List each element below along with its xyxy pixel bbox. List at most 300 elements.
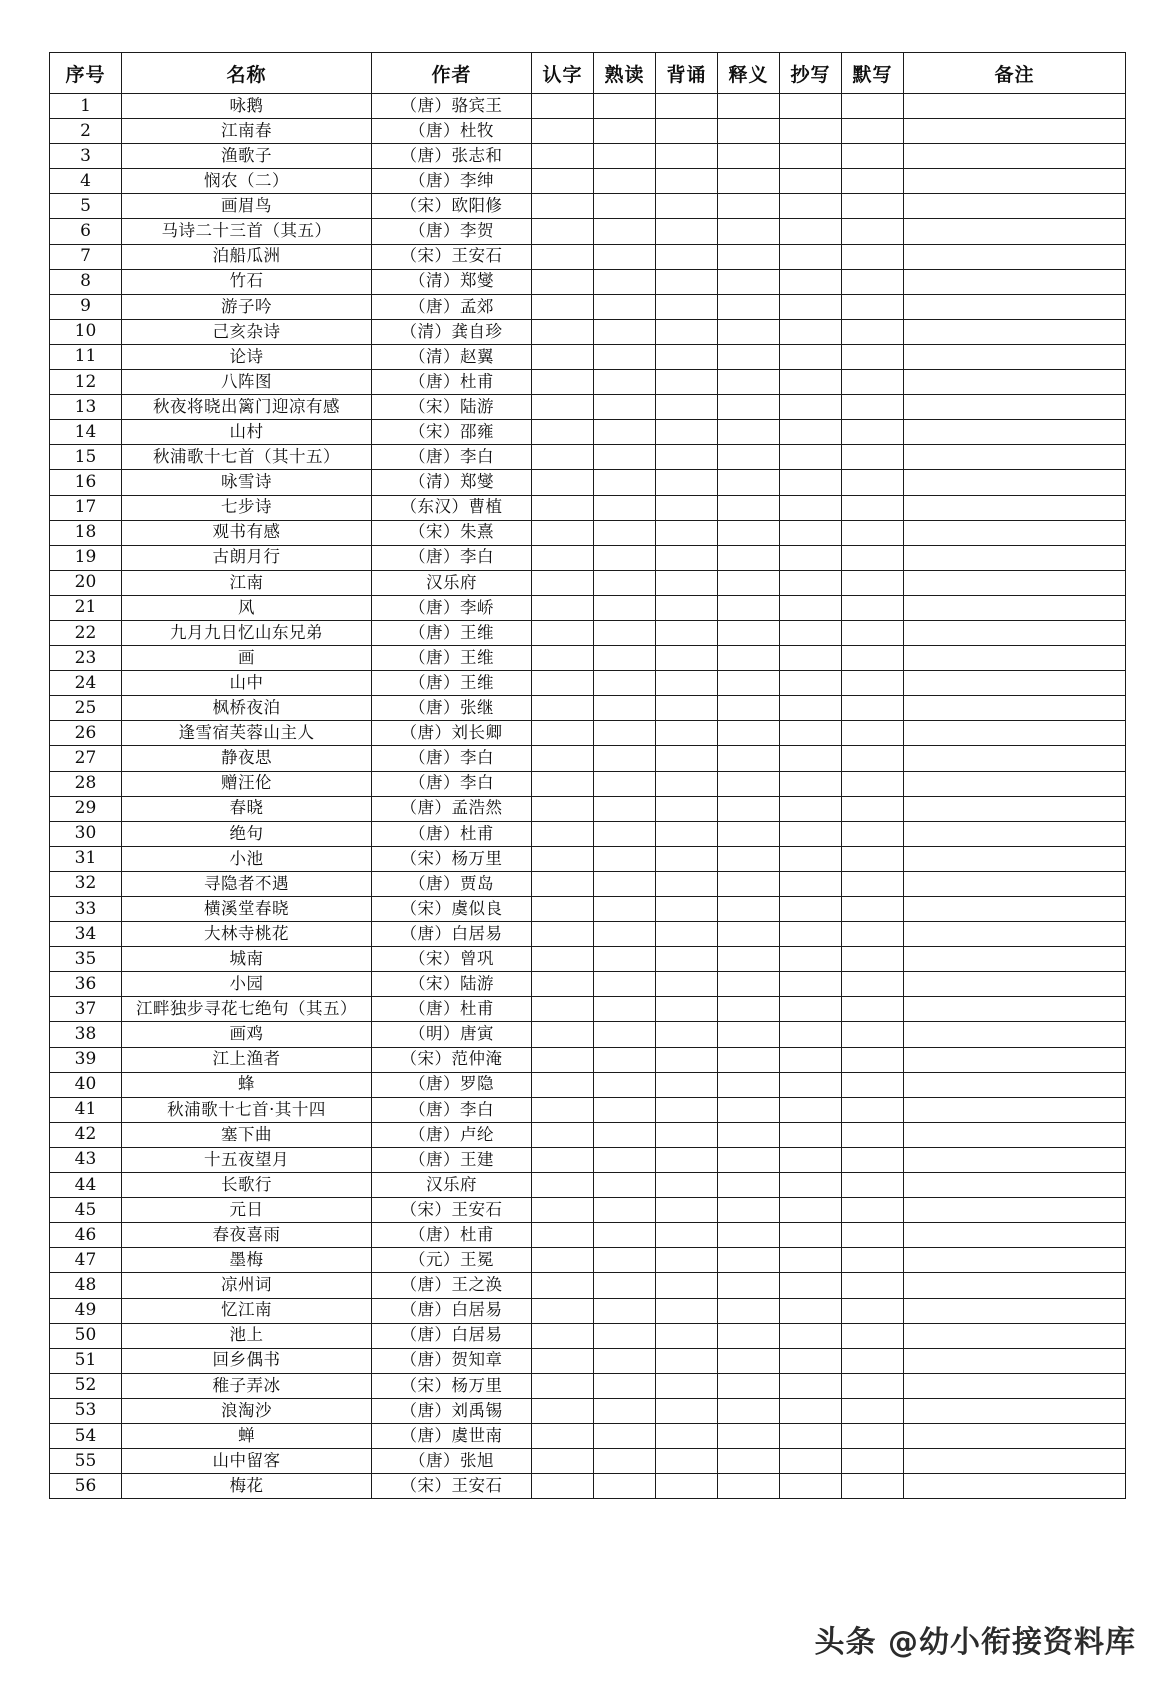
- cell-checkbox[interactable]: [718, 972, 780, 997]
- cell-checkbox[interactable]: [594, 1348, 656, 1373]
- cell-remarks[interactable]: [904, 344, 1126, 369]
- cell-checkbox[interactable]: [842, 1072, 904, 1097]
- cell-remarks[interactable]: [904, 570, 1126, 595]
- cell-checkbox[interactable]: [718, 169, 780, 194]
- cell-checkbox[interactable]: [780, 1373, 842, 1398]
- cell-checkbox[interactable]: [842, 194, 904, 219]
- cell-checkbox[interactable]: [718, 194, 780, 219]
- cell-checkbox[interactable]: [532, 671, 594, 696]
- cell-checkbox[interactable]: [532, 1047, 594, 1072]
- cell-checkbox[interactable]: [780, 846, 842, 871]
- cell-checkbox[interactable]: [780, 344, 842, 369]
- cell-checkbox[interactable]: [532, 495, 594, 520]
- cell-checkbox[interactable]: [594, 1373, 656, 1398]
- cell-checkbox[interactable]: [718, 1348, 780, 1373]
- cell-checkbox[interactable]: [780, 370, 842, 395]
- cell-checkbox[interactable]: [780, 671, 842, 696]
- cell-checkbox[interactable]: [842, 947, 904, 972]
- cell-checkbox[interactable]: [718, 721, 780, 746]
- cell-remarks[interactable]: [904, 646, 1126, 671]
- cell-checkbox[interactable]: [842, 495, 904, 520]
- cell-checkbox[interactable]: [594, 420, 656, 445]
- cell-checkbox[interactable]: [532, 470, 594, 495]
- cell-checkbox[interactable]: [718, 1323, 780, 1348]
- cell-checkbox[interactable]: [594, 721, 656, 746]
- cell-checkbox[interactable]: [656, 420, 718, 445]
- cell-remarks[interactable]: [904, 1298, 1126, 1323]
- cell-checkbox[interactable]: [594, 1323, 656, 1348]
- cell-remarks[interactable]: [904, 319, 1126, 344]
- cell-checkbox[interactable]: [718, 1097, 780, 1122]
- cell-checkbox[interactable]: [718, 395, 780, 420]
- cell-checkbox[interactable]: [718, 1398, 780, 1423]
- cell-checkbox[interactable]: [532, 520, 594, 545]
- cell-remarks[interactable]: [904, 821, 1126, 846]
- cell-checkbox[interactable]: [842, 997, 904, 1022]
- cell-remarks[interactable]: [904, 746, 1126, 771]
- cell-checkbox[interactable]: [842, 1198, 904, 1223]
- cell-checkbox[interactable]: [594, 696, 656, 721]
- cell-checkbox[interactable]: [718, 1047, 780, 1072]
- cell-checkbox[interactable]: [656, 1373, 718, 1398]
- cell-checkbox[interactable]: [532, 319, 594, 344]
- cell-checkbox[interactable]: [718, 771, 780, 796]
- cell-checkbox[interactable]: [842, 1147, 904, 1172]
- cell-checkbox[interactable]: [594, 1173, 656, 1198]
- cell-checkbox[interactable]: [718, 219, 780, 244]
- cell-checkbox[interactable]: [780, 395, 842, 420]
- cell-checkbox[interactable]: [656, 470, 718, 495]
- cell-checkbox[interactable]: [656, 495, 718, 520]
- cell-checkbox[interactable]: [842, 871, 904, 896]
- cell-checkbox[interactable]: [656, 219, 718, 244]
- cell-checkbox[interactable]: [532, 1198, 594, 1223]
- cell-checkbox[interactable]: [780, 420, 842, 445]
- cell-remarks[interactable]: [904, 1072, 1126, 1097]
- cell-checkbox[interactable]: [780, 1298, 842, 1323]
- cell-checkbox[interactable]: [594, 470, 656, 495]
- cell-checkbox[interactable]: [718, 1072, 780, 1097]
- cell-checkbox[interactable]: [532, 1173, 594, 1198]
- cell-remarks[interactable]: [904, 1173, 1126, 1198]
- cell-checkbox[interactable]: [532, 169, 594, 194]
- cell-checkbox[interactable]: [780, 897, 842, 922]
- cell-checkbox[interactable]: [656, 1022, 718, 1047]
- cell-checkbox[interactable]: [780, 144, 842, 169]
- cell-checkbox[interactable]: [780, 219, 842, 244]
- cell-remarks[interactable]: [904, 620, 1126, 645]
- cell-checkbox[interactable]: [718, 1449, 780, 1474]
- cell-checkbox[interactable]: [594, 445, 656, 470]
- cell-checkbox[interactable]: [532, 972, 594, 997]
- cell-checkbox[interactable]: [532, 244, 594, 269]
- cell-checkbox[interactable]: [594, 746, 656, 771]
- cell-checkbox[interactable]: [842, 620, 904, 645]
- cell-checkbox[interactable]: [656, 545, 718, 570]
- cell-remarks[interactable]: [904, 1398, 1126, 1423]
- cell-remarks[interactable]: [904, 144, 1126, 169]
- cell-checkbox[interactable]: [656, 344, 718, 369]
- cell-remarks[interactable]: [904, 1047, 1126, 1072]
- cell-checkbox[interactable]: [594, 1273, 656, 1298]
- cell-checkbox[interactable]: [780, 1072, 842, 1097]
- cell-checkbox[interactable]: [532, 922, 594, 947]
- cell-checkbox[interactable]: [718, 495, 780, 520]
- cell-checkbox[interactable]: [718, 94, 780, 119]
- cell-remarks[interactable]: [904, 470, 1126, 495]
- cell-checkbox[interactable]: [718, 445, 780, 470]
- cell-checkbox[interactable]: [532, 771, 594, 796]
- cell-checkbox[interactable]: [842, 595, 904, 620]
- cell-checkbox[interactable]: [842, 796, 904, 821]
- cell-checkbox[interactable]: [842, 821, 904, 846]
- cell-checkbox[interactable]: [842, 1398, 904, 1423]
- cell-checkbox[interactable]: [780, 721, 842, 746]
- cell-checkbox[interactable]: [780, 244, 842, 269]
- cell-checkbox[interactable]: [718, 470, 780, 495]
- cell-checkbox[interactable]: [842, 1348, 904, 1373]
- cell-checkbox[interactable]: [718, 144, 780, 169]
- cell-checkbox[interactable]: [780, 520, 842, 545]
- cell-checkbox[interactable]: [842, 119, 904, 144]
- cell-checkbox[interactable]: [842, 1298, 904, 1323]
- cell-checkbox[interactable]: [718, 1223, 780, 1248]
- cell-remarks[interactable]: [904, 1248, 1126, 1273]
- cell-checkbox[interactable]: [532, 1323, 594, 1348]
- cell-checkbox[interactable]: [842, 219, 904, 244]
- cell-checkbox[interactable]: [842, 269, 904, 294]
- cell-checkbox[interactable]: [594, 344, 656, 369]
- cell-checkbox[interactable]: [842, 671, 904, 696]
- cell-remarks[interactable]: [904, 595, 1126, 620]
- cell-checkbox[interactable]: [780, 545, 842, 570]
- cell-checkbox[interactable]: [656, 570, 718, 595]
- cell-checkbox[interactable]: [594, 897, 656, 922]
- cell-checkbox[interactable]: [532, 1348, 594, 1373]
- cell-checkbox[interactable]: [656, 194, 718, 219]
- cell-checkbox[interactable]: [656, 1223, 718, 1248]
- cell-checkbox[interactable]: [532, 1273, 594, 1298]
- cell-checkbox[interactable]: [532, 144, 594, 169]
- cell-checkbox[interactable]: [594, 1423, 656, 1448]
- cell-remarks[interactable]: [904, 495, 1126, 520]
- cell-checkbox[interactable]: [656, 1398, 718, 1423]
- cell-checkbox[interactable]: [532, 646, 594, 671]
- cell-checkbox[interactable]: [532, 94, 594, 119]
- cell-checkbox[interactable]: [842, 1273, 904, 1298]
- cell-checkbox[interactable]: [718, 746, 780, 771]
- cell-checkbox[interactable]: [780, 194, 842, 219]
- cell-checkbox[interactable]: [718, 947, 780, 972]
- cell-checkbox[interactable]: [842, 1474, 904, 1499]
- cell-checkbox[interactable]: [780, 1022, 842, 1047]
- cell-checkbox[interactable]: [532, 997, 594, 1022]
- cell-remarks[interactable]: [904, 194, 1126, 219]
- cell-checkbox[interactable]: [780, 1398, 842, 1423]
- cell-checkbox[interactable]: [532, 1122, 594, 1147]
- cell-checkbox[interactable]: [656, 370, 718, 395]
- cell-checkbox[interactable]: [656, 1047, 718, 1072]
- cell-checkbox[interactable]: [594, 1248, 656, 1273]
- cell-checkbox[interactable]: [656, 1298, 718, 1323]
- cell-checkbox[interactable]: [532, 219, 594, 244]
- cell-checkbox[interactable]: [842, 570, 904, 595]
- cell-checkbox[interactable]: [594, 595, 656, 620]
- cell-checkbox[interactable]: [656, 1423, 718, 1448]
- cell-checkbox[interactable]: [594, 821, 656, 846]
- cell-checkbox[interactable]: [656, 269, 718, 294]
- cell-checkbox[interactable]: [842, 846, 904, 871]
- cell-checkbox[interactable]: [780, 570, 842, 595]
- cell-checkbox[interactable]: [842, 696, 904, 721]
- cell-checkbox[interactable]: [532, 821, 594, 846]
- cell-checkbox[interactable]: [842, 1122, 904, 1147]
- cell-checkbox[interactable]: [532, 344, 594, 369]
- cell-checkbox[interactable]: [718, 319, 780, 344]
- cell-checkbox[interactable]: [656, 646, 718, 671]
- cell-checkbox[interactable]: [842, 1047, 904, 1072]
- cell-checkbox[interactable]: [780, 947, 842, 972]
- cell-checkbox[interactable]: [594, 646, 656, 671]
- cell-remarks[interactable]: [904, 997, 1126, 1022]
- cell-checkbox[interactable]: [656, 1449, 718, 1474]
- cell-checkbox[interactable]: [718, 269, 780, 294]
- cell-checkbox[interactable]: [718, 671, 780, 696]
- cell-remarks[interactable]: [904, 1474, 1126, 1499]
- cell-checkbox[interactable]: [780, 495, 842, 520]
- cell-remarks[interactable]: [904, 520, 1126, 545]
- cell-checkbox[interactable]: [656, 947, 718, 972]
- cell-remarks[interactable]: [904, 94, 1126, 119]
- cell-remarks[interactable]: [904, 1373, 1126, 1398]
- cell-checkbox[interactable]: [718, 294, 780, 319]
- cell-checkbox[interactable]: [532, 1022, 594, 1047]
- cell-checkbox[interactable]: [718, 595, 780, 620]
- cell-remarks[interactable]: [904, 420, 1126, 445]
- cell-checkbox[interactable]: [594, 545, 656, 570]
- cell-checkbox[interactable]: [780, 119, 842, 144]
- cell-checkbox[interactable]: [842, 721, 904, 746]
- cell-checkbox[interactable]: [842, 344, 904, 369]
- cell-remarks[interactable]: [904, 445, 1126, 470]
- cell-remarks[interactable]: [904, 696, 1126, 721]
- cell-checkbox[interactable]: [718, 897, 780, 922]
- cell-checkbox[interactable]: [594, 1298, 656, 1323]
- cell-checkbox[interactable]: [656, 671, 718, 696]
- cell-checkbox[interactable]: [656, 1348, 718, 1373]
- cell-checkbox[interactable]: [780, 1147, 842, 1172]
- cell-checkbox[interactable]: [656, 796, 718, 821]
- cell-remarks[interactable]: [904, 1097, 1126, 1122]
- cell-checkbox[interactable]: [532, 696, 594, 721]
- cell-checkbox[interactable]: [656, 1173, 718, 1198]
- cell-checkbox[interactable]: [594, 1449, 656, 1474]
- cell-checkbox[interactable]: [842, 1022, 904, 1047]
- cell-checkbox[interactable]: [594, 997, 656, 1022]
- cell-checkbox[interactable]: [842, 169, 904, 194]
- cell-checkbox[interactable]: [594, 1022, 656, 1047]
- cell-checkbox[interactable]: [594, 972, 656, 997]
- cell-checkbox[interactable]: [780, 1423, 842, 1448]
- cell-checkbox[interactable]: [718, 620, 780, 645]
- cell-checkbox[interactable]: [594, 269, 656, 294]
- cell-checkbox[interactable]: [842, 94, 904, 119]
- cell-checkbox[interactable]: [842, 972, 904, 997]
- cell-checkbox[interactable]: [718, 1122, 780, 1147]
- cell-checkbox[interactable]: [780, 771, 842, 796]
- cell-remarks[interactable]: [904, 545, 1126, 570]
- cell-checkbox[interactable]: [718, 370, 780, 395]
- cell-checkbox[interactable]: [532, 194, 594, 219]
- cell-checkbox[interactable]: [532, 119, 594, 144]
- cell-checkbox[interactable]: [842, 1173, 904, 1198]
- cell-checkbox[interactable]: [656, 1323, 718, 1348]
- cell-checkbox[interactable]: [780, 470, 842, 495]
- cell-checkbox[interactable]: [842, 244, 904, 269]
- cell-checkbox[interactable]: [780, 319, 842, 344]
- cell-checkbox[interactable]: [532, 1097, 594, 1122]
- cell-checkbox[interactable]: [656, 144, 718, 169]
- cell-checkbox[interactable]: [780, 620, 842, 645]
- cell-checkbox[interactable]: [780, 696, 842, 721]
- cell-checkbox[interactable]: [656, 997, 718, 1022]
- cell-checkbox[interactable]: [532, 1398, 594, 1423]
- cell-checkbox[interactable]: [594, 1223, 656, 1248]
- cell-checkbox[interactable]: [532, 1072, 594, 1097]
- cell-checkbox[interactable]: [594, 1198, 656, 1223]
- cell-remarks[interactable]: [904, 269, 1126, 294]
- cell-checkbox[interactable]: [532, 1474, 594, 1499]
- cell-remarks[interactable]: [904, 1147, 1126, 1172]
- cell-checkbox[interactable]: [718, 871, 780, 896]
- cell-remarks[interactable]: [904, 972, 1126, 997]
- cell-checkbox[interactable]: [718, 244, 780, 269]
- cell-checkbox[interactable]: [656, 1122, 718, 1147]
- cell-remarks[interactable]: [904, 1348, 1126, 1373]
- cell-checkbox[interactable]: [594, 294, 656, 319]
- cell-checkbox[interactable]: [594, 796, 656, 821]
- cell-checkbox[interactable]: [532, 545, 594, 570]
- cell-checkbox[interactable]: [718, 1022, 780, 1047]
- cell-checkbox[interactable]: [532, 1248, 594, 1273]
- cell-checkbox[interactable]: [656, 595, 718, 620]
- cell-checkbox[interactable]: [594, 922, 656, 947]
- cell-checkbox[interactable]: [594, 520, 656, 545]
- cell-checkbox[interactable]: [780, 746, 842, 771]
- cell-checkbox[interactable]: [780, 1348, 842, 1373]
- cell-remarks[interactable]: [904, 1122, 1126, 1147]
- cell-checkbox[interactable]: [656, 1198, 718, 1223]
- cell-checkbox[interactable]: [842, 294, 904, 319]
- cell-checkbox[interactable]: [718, 119, 780, 144]
- cell-checkbox[interactable]: [656, 1474, 718, 1499]
- cell-checkbox[interactable]: [594, 1122, 656, 1147]
- cell-checkbox[interactable]: [780, 1173, 842, 1198]
- cell-checkbox[interactable]: [718, 1474, 780, 1499]
- cell-checkbox[interactable]: [842, 420, 904, 445]
- cell-remarks[interactable]: [904, 796, 1126, 821]
- cell-checkbox[interactable]: [532, 1298, 594, 1323]
- cell-remarks[interactable]: [904, 721, 1126, 746]
- cell-checkbox[interactable]: [780, 294, 842, 319]
- cell-checkbox[interactable]: [656, 1097, 718, 1122]
- cell-checkbox[interactable]: [718, 545, 780, 570]
- cell-checkbox[interactable]: [656, 445, 718, 470]
- cell-checkbox[interactable]: [532, 796, 594, 821]
- cell-checkbox[interactable]: [780, 972, 842, 997]
- cell-checkbox[interactable]: [780, 922, 842, 947]
- cell-checkbox[interactable]: [532, 897, 594, 922]
- cell-checkbox[interactable]: [842, 319, 904, 344]
- cell-checkbox[interactable]: [842, 771, 904, 796]
- cell-checkbox[interactable]: [842, 1248, 904, 1273]
- cell-checkbox[interactable]: [594, 370, 656, 395]
- cell-checkbox[interactable]: [532, 269, 594, 294]
- cell-checkbox[interactable]: [718, 922, 780, 947]
- cell-remarks[interactable]: [904, 219, 1126, 244]
- cell-checkbox[interactable]: [842, 144, 904, 169]
- cell-remarks[interactable]: [904, 1198, 1126, 1223]
- cell-checkbox[interactable]: [594, 871, 656, 896]
- cell-checkbox[interactable]: [656, 871, 718, 896]
- cell-checkbox[interactable]: [594, 570, 656, 595]
- cell-checkbox[interactable]: [780, 1097, 842, 1122]
- cell-checkbox[interactable]: [594, 495, 656, 520]
- cell-checkbox[interactable]: [780, 871, 842, 896]
- cell-checkbox[interactable]: [594, 1047, 656, 1072]
- cell-checkbox[interactable]: [594, 1398, 656, 1423]
- cell-checkbox[interactable]: [594, 771, 656, 796]
- cell-remarks[interactable]: [904, 1273, 1126, 1298]
- cell-checkbox[interactable]: [780, 269, 842, 294]
- cell-checkbox[interactable]: [718, 646, 780, 671]
- cell-checkbox[interactable]: [780, 595, 842, 620]
- cell-checkbox[interactable]: [532, 620, 594, 645]
- cell-checkbox[interactable]: [532, 1223, 594, 1248]
- cell-checkbox[interactable]: [656, 972, 718, 997]
- cell-remarks[interactable]: [904, 871, 1126, 896]
- cell-remarks[interactable]: [904, 395, 1126, 420]
- cell-checkbox[interactable]: [780, 796, 842, 821]
- cell-checkbox[interactable]: [594, 169, 656, 194]
- cell-checkbox[interactable]: [780, 1223, 842, 1248]
- cell-checkbox[interactable]: [594, 947, 656, 972]
- cell-checkbox[interactable]: [532, 746, 594, 771]
- cell-checkbox[interactable]: [656, 821, 718, 846]
- cell-remarks[interactable]: [904, 244, 1126, 269]
- cell-checkbox[interactable]: [594, 319, 656, 344]
- cell-checkbox[interactable]: [842, 470, 904, 495]
- cell-checkbox[interactable]: [656, 696, 718, 721]
- cell-checkbox[interactable]: [656, 771, 718, 796]
- cell-checkbox[interactable]: [656, 721, 718, 746]
- cell-checkbox[interactable]: [780, 821, 842, 846]
- cell-checkbox[interactable]: [532, 420, 594, 445]
- cell-checkbox[interactable]: [780, 94, 842, 119]
- cell-checkbox[interactable]: [594, 119, 656, 144]
- cell-checkbox[interactable]: [780, 1474, 842, 1499]
- cell-checkbox[interactable]: [532, 846, 594, 871]
- cell-checkbox[interactable]: [780, 169, 842, 194]
- cell-checkbox[interactable]: [842, 1323, 904, 1348]
- cell-checkbox[interactable]: [532, 595, 594, 620]
- cell-checkbox[interactable]: [656, 395, 718, 420]
- cell-checkbox[interactable]: [842, 1423, 904, 1448]
- cell-checkbox[interactable]: [594, 94, 656, 119]
- cell-checkbox[interactable]: [718, 420, 780, 445]
- cell-checkbox[interactable]: [594, 144, 656, 169]
- cell-checkbox[interactable]: [842, 897, 904, 922]
